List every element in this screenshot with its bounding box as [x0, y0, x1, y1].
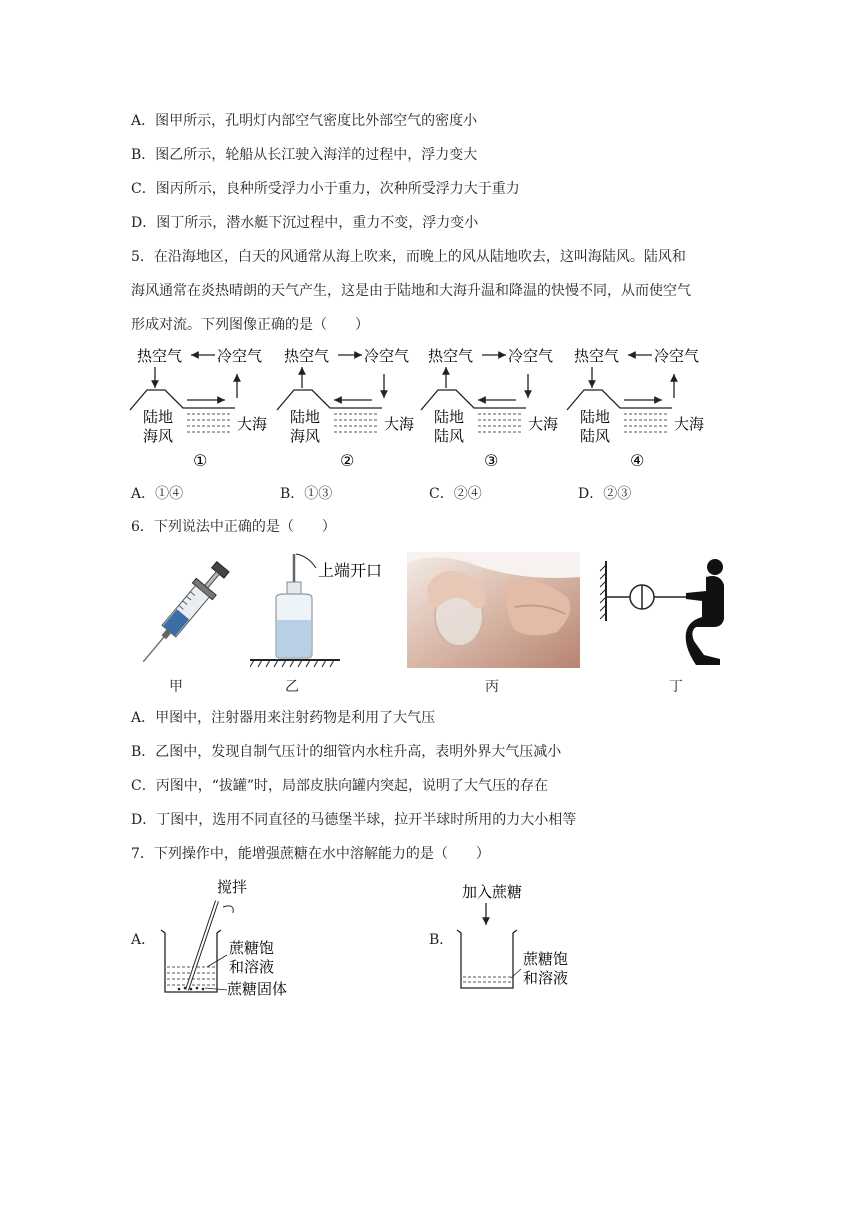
q5-option-c: C．②④ — [429, 486, 482, 502]
q6-option-d: D．丁图中，选用不同直径的马德堡半球，拉开半球时所用的力大小相等 — [131, 812, 577, 828]
q5-stem-line2: 海风通常在炎热晴朗的天气产生，这是由于陆地和大海升温和降温的快慢不同，从而使空气 — [131, 283, 691, 299]
q6-option-b: B．乙图中，发现自制气压计的细管内水柱升高，表明外界大气压减小 — [131, 744, 562, 760]
q6-figure-ding-magdeburg — [598, 555, 733, 670]
b-saturated-line1: 蔗糖饱 — [523, 950, 569, 968]
q7-option-b-label: B． — [429, 932, 454, 948]
q6-figure-jia-syringe — [130, 555, 240, 670]
d2-land-label: 陆地 — [290, 408, 321, 426]
d3-wind-label: 陆风 — [434, 427, 465, 445]
q5-option-d: D．②③ — [578, 486, 632, 502]
diagram-4 — [567, 347, 704, 470]
d4-hot-label: 热空气 — [574, 347, 620, 365]
q5-stem-line3: 形成对流。下列图像正确的是（ ） — [131, 317, 369, 333]
d2-number: ② — [340, 451, 355, 470]
q6-label-bing: 丙 — [485, 679, 499, 695]
diagram-1 — [130, 347, 267, 470]
stir-label: 搅拌 — [217, 878, 248, 896]
q6-label-yi: 乙 — [285, 679, 299, 695]
q5-diagrams — [125, 340, 715, 475]
d2-cold-label: 冷空气 — [364, 347, 410, 365]
d3-land-label: 陆地 — [434, 408, 465, 426]
q6-label-jia: 甲 — [169, 679, 183, 695]
b-saturated-line2: 和溶液 — [523, 969, 569, 987]
diagram-3 — [421, 347, 558, 470]
d4-sea-label: 大海 — [674, 415, 705, 433]
q4-option-d: D．图丁所示，潜水艇下沉过程中，重力不变，浮力变小 — [131, 215, 479, 231]
d3-hot-label: 热空气 — [428, 347, 474, 365]
q7-figure-a-stirring — [155, 875, 305, 1000]
q4-option-b: B．图乙所示，轮船从长江驶入海洋的过程中，浮力变大 — [131, 147, 478, 163]
diagram-2 — [277, 347, 414, 470]
d3-cold-label: 冷空气 — [508, 347, 554, 365]
d4-wind-label: 陆风 — [580, 427, 611, 445]
q4-option-a: A．图甲所示，孔明灯内部空气密度比外部空气的密度小 — [131, 113, 478, 129]
q5-option-b: B．①③ — [280, 486, 333, 502]
q5-stem-line1: 5．在沿海地区，白天的风通常从海上吹来，而晚上的风从陆地吹去，这叫海陆风。陆风和 — [131, 249, 686, 265]
d2-sea-label: 大海 — [384, 415, 415, 433]
a-saturated-line1: 蔗糖饱 — [229, 939, 275, 957]
q7-figure-b-add-sugar — [455, 875, 595, 1000]
d3-number: ③ — [484, 451, 499, 470]
add-sugar-label: 加入蔗糖 — [462, 883, 523, 901]
d1-wind-label: 海风 — [143, 427, 174, 445]
d4-cold-label: 冷空气 — [654, 347, 700, 365]
d2-hot-label: 热空气 — [284, 347, 330, 365]
d2-wind-label: 海风 — [290, 427, 321, 445]
q6-stem: 6．下列说法中正确的是（ ） — [131, 519, 336, 535]
top-open-label: 上端开口 — [318, 561, 383, 580]
q5-option-a: A．①④ — [131, 486, 184, 502]
q6-figure-yi-barometer — [250, 550, 430, 670]
q7-stem: 7．下列操作中，能增强蔗糖在水中溶解能力的是（ ） — [131, 846, 490, 862]
q4-option-c: C．图丙所示，良种所受浮力小于重力，次种所受浮力大于重力 — [131, 181, 520, 197]
q6-option-c: C．丙图中，“拔罐”时，局部皮肤向罐内突起，说明了大气压的存在 — [131, 778, 549, 794]
d1-number: ① — [193, 451, 208, 470]
d3-sea-label: 大海 — [528, 415, 559, 433]
q7-option-a-label: A． — [131, 932, 156, 948]
d4-number: ④ — [630, 451, 645, 470]
d1-land-label: 陆地 — [143, 408, 174, 426]
d1-cold-label: 冷空气 — [217, 347, 263, 365]
d1-sea-label: 大海 — [237, 415, 268, 433]
a-saturated-line2: 和溶液 — [229, 958, 275, 976]
q6-label-ding: 丁 — [669, 679, 683, 695]
q6-figure-bing-cupping-photo — [407, 552, 580, 668]
d1-hot-label: 热空气 — [137, 347, 183, 365]
a-solid-label: 蔗糖固体 — [227, 980, 288, 998]
d4-land-label: 陆地 — [580, 408, 611, 426]
q6-option-a: A．甲图中，注射器用来注射药物是利用了大气压 — [131, 710, 436, 726]
